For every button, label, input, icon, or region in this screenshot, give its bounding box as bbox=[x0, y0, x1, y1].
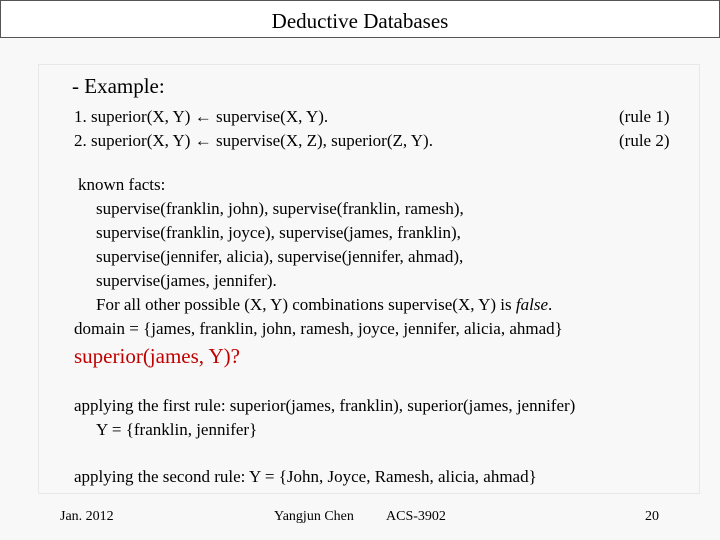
rule-2-tag: (rule 2) bbox=[619, 131, 670, 150]
rule-1-tag: (rule 1) bbox=[619, 107, 670, 126]
false-word: false bbox=[515, 295, 549, 314]
fact-line: supervise(franklin, joyce), supervise(james, franklin), bbox=[96, 223, 461, 242]
rule-2-text: 2. superior(X, Y) ← supervise(X, Z), superior(Z, Y). bbox=[74, 131, 433, 150]
other-combinations-line bbox=[96, 295, 552, 315]
fact-line: supervise(franklin, john), supervise(franklin, ramesh), bbox=[96, 199, 464, 218]
fact-line: supervise(james, jennifer). bbox=[96, 271, 277, 290]
fact-line: supervise(jennifer, alicia), supervise(jennifer, ahmad), bbox=[96, 247, 464, 266]
footer-date: Jan. 2012 bbox=[60, 509, 114, 524]
footer-author: Yangjun Chen bbox=[274, 509, 354, 524]
first-rule-result: Y = {franklin, jennifer} bbox=[96, 420, 258, 439]
rule-1-text: 1. superior(X, Y) ← supervise(X, Y). bbox=[74, 107, 329, 126]
other-suffix: . bbox=[548, 295, 553, 314]
known-facts-label: known facts: bbox=[78, 175, 166, 194]
example-label: - Example: bbox=[72, 74, 165, 98]
domain-line: domain = {james, franklin, john, ramesh, joyce, jennifer, alicia, ahmad} bbox=[74, 319, 563, 338]
second-rule-line: applying the second rule: Y = {John, Joyce, Ramesh, alicia, ahmad} bbox=[74, 467, 537, 486]
other-prefix: For all other possible (X, Y) combinations supervise(X, Y) is bbox=[96, 295, 516, 314]
first-rule-line: applying the first rule: superior(james, franklin), superior(james, jennifer) bbox=[74, 396, 576, 415]
footer-course: ACS-3902 bbox=[386, 509, 446, 524]
title-bar bbox=[0, 0, 720, 38]
slide-title: Deductive Databases bbox=[271, 9, 449, 33]
query-text: superior(james, Y)? bbox=[74, 344, 240, 368]
footer-page-number: 20 bbox=[645, 509, 659, 524]
